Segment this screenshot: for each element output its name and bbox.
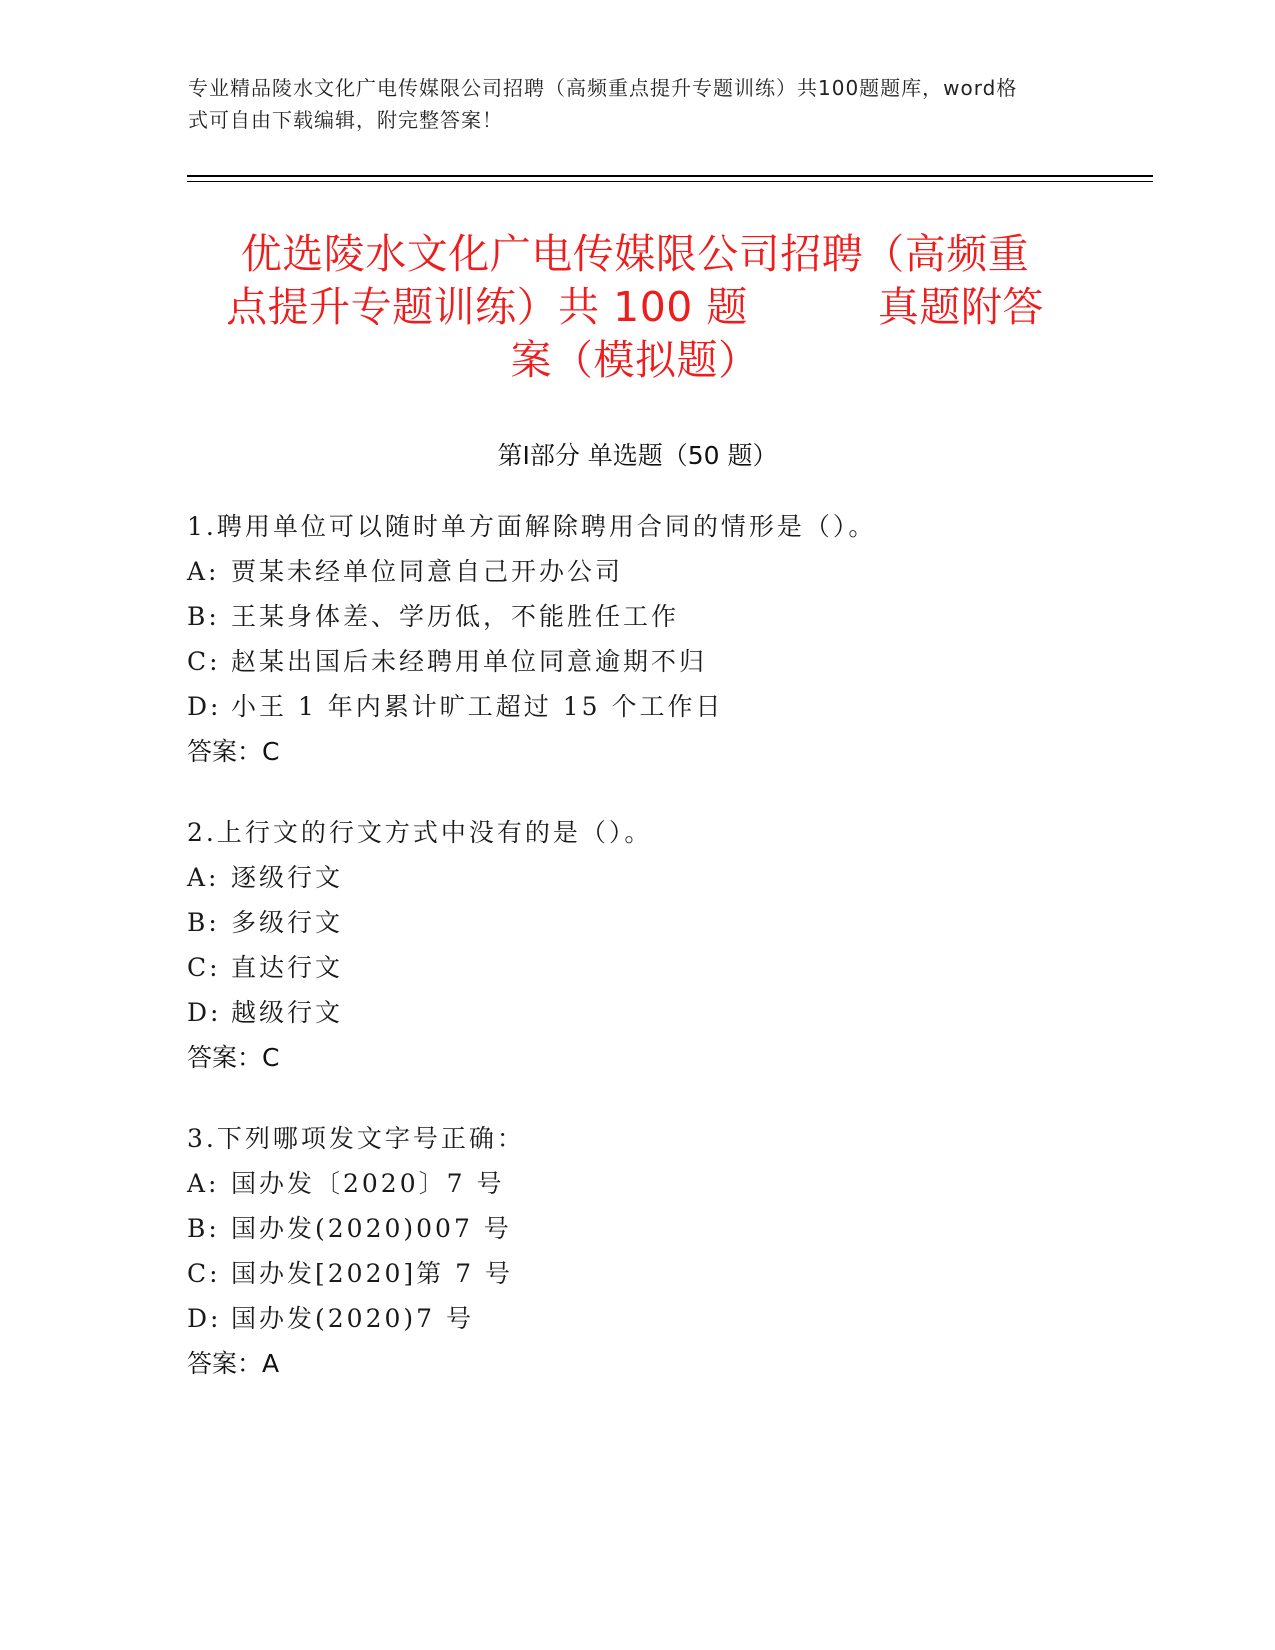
option-letter: B:: [187, 1214, 220, 1243]
option-letter: C:: [187, 647, 221, 676]
answer-line: 答案：C: [187, 1043, 280, 1072]
option-d: [187, 990, 1087, 1035]
question-3: [187, 1116, 1087, 1386]
title-line-2b: 真题附答: [877, 283, 1044, 331]
title-line-3: 案（模拟题）: [510, 336, 760, 384]
option-text: 赵某出国后未经聘用单位同意逾期不归: [231, 647, 708, 676]
answer-line: 答案：A: [187, 1349, 280, 1378]
option-b: [187, 900, 1087, 945]
question-1: [187, 504, 1087, 774]
option-letter: D:: [187, 998, 222, 1027]
option-letter: A:: [187, 557, 220, 586]
option-a: [187, 855, 1087, 900]
answer-line: 答案：C: [187, 737, 280, 766]
option-letter: A:: [187, 863, 220, 892]
option-letter: C:: [187, 953, 221, 982]
option-a: [187, 1161, 1087, 1206]
title-line-2: [195, 281, 1075, 334]
option-text: 逐级行文: [231, 863, 344, 892]
option-b: [187, 1206, 1087, 1251]
option-letter: D:: [187, 692, 222, 721]
option-c: [187, 945, 1087, 990]
header-divider-thin: [187, 181, 1153, 182]
option-text: 贾某未经单位同意自己开办公司: [231, 557, 624, 586]
option-text: 多级行文: [231, 908, 344, 937]
option-text: 小王 1 年内累计旷工超过 15 个工作日: [231, 692, 724, 721]
title-line-2a: 点提升专题训练）共 100 题: [226, 283, 748, 331]
option-text: 国办发(2020)7 号: [231, 1304, 474, 1333]
option-c: [187, 1251, 1087, 1296]
option-text: 直达行文: [231, 953, 344, 982]
option-letter: A:: [187, 1169, 220, 1198]
option-letter: B:: [187, 602, 220, 631]
option-text: 国办发[2020]第 7 号: [231, 1259, 513, 1288]
option-d: [187, 684, 1087, 729]
question-stem: 2.上行文的行文方式中没有的是（）。: [187, 818, 653, 847]
header-note: 专业精品陵水文化广电传媒限公司招聘（高频重点提升专题训练）共100题题库，word格式可自由下载编辑，附完整答案！: [188, 76, 1018, 132]
section-heading: 第Ⅰ部分 单选题（50 题）: [497, 441, 778, 470]
question-2: [187, 810, 1087, 1080]
option-text: 王某身体差、学历低，不能胜任工作: [231, 602, 680, 631]
header-divider-thick: [187, 175, 1153, 177]
question-stem: 1.聘用单位可以随时单方面解除聘用合同的情形是（）。: [187, 512, 877, 541]
option-d: [187, 1296, 1087, 1341]
option-text: 国办发(2020)007 号: [231, 1214, 512, 1243]
option-letter: B:: [187, 908, 220, 937]
document-title: [195, 228, 1075, 387]
question-stem: 3.下列哪项发文字号正确：: [187, 1124, 525, 1153]
option-letter: C:: [187, 1259, 221, 1288]
option-letter: D:: [187, 1304, 222, 1333]
option-text: 国办发〔2020〕7 号: [231, 1169, 505, 1198]
option-c: [187, 639, 1087, 684]
title-line-1: 优选陵水文化广电传媒限公司招聘（高频重: [240, 230, 1030, 278]
option-text: 越级行文: [231, 998, 344, 1027]
option-a: [187, 549, 1087, 594]
option-b: [187, 594, 1087, 639]
